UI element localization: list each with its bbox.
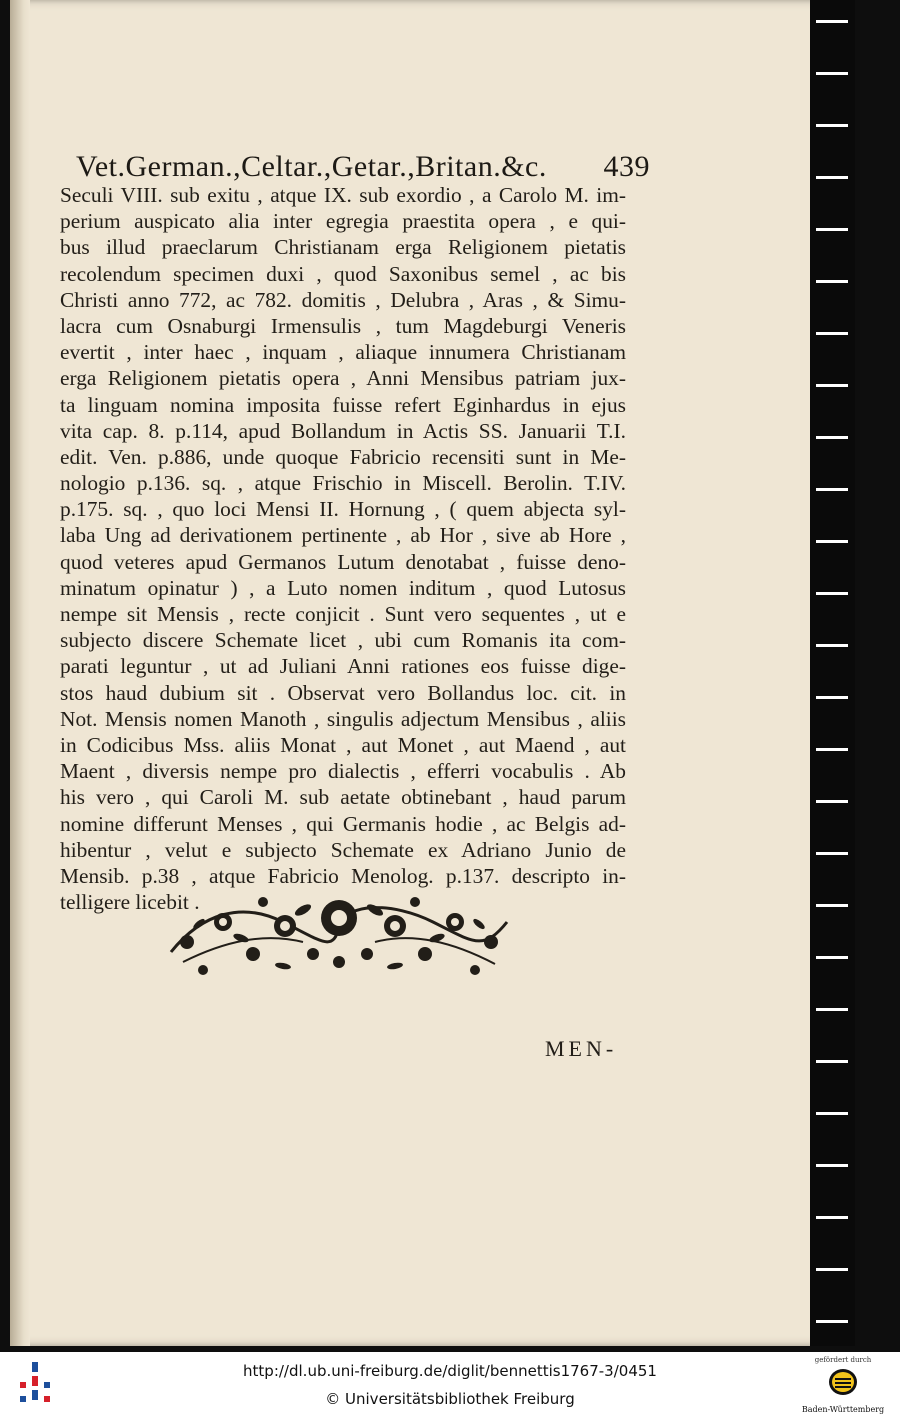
text-line: p.175. sq. , quo loci Mensi II. Hornung , ( quem abjecta syl-: [60, 497, 626, 522]
text-line: evertit , inter haec , inquam , aliaque innumera Christianam: [60, 340, 626, 365]
text-line: Mensib. p.38 , atque Fabricio Menolog. p.137. descripto in-: [60, 863, 626, 888]
text-line: Seculi VIII. sub exitu , atque IX. sub exordio , a Carolo M. im-: [60, 183, 626, 207]
text-line: vita cap. 8. p.114, apud Bollandum in Actis SS. Januarii T.I.: [60, 418, 626, 443]
text-line: nempe sit Mensis , recte conjicit . Sunt vero sequentes , ut e: [60, 602, 626, 626]
ruler-tick: [816, 1060, 848, 1063]
text-line: stos haud dubium sit . Observat vero Bollandus loc. cit. in: [60, 680, 626, 705]
text-line: minatum opinatur ) , a Luto nomen inditum , quod Lutosus: [60, 575, 626, 600]
scan-ruler: [810, 0, 855, 1346]
ruler-tick: [816, 1216, 848, 1219]
text-line: parati leguntur , ut ad Juliani Anni rationes eos fuisse dige-: [60, 654, 626, 679]
text-line: ta linguam nomina imposita fuisse refert Eginhardus in ejus: [60, 392, 626, 417]
baden-wuerttemberg-crest-icon: [828, 1368, 858, 1396]
text-line: nologio p.136. sq. , atque Frischio in Miscell. Berolin. T.IV.: [60, 471, 626, 496]
ruler-tick: [816, 436, 848, 439]
ruler-tick: [816, 644, 848, 647]
body-text: [60, 182, 626, 915]
ruler-tick: [816, 748, 848, 751]
text-line: laba Ung ad derivationem pertinente , ab Hor , sive ab Hore ,: [60, 523, 626, 548]
ruler-tick: [816, 176, 848, 179]
running-head-title: Vet.German.,Celtar.,Getar.,Britan.&c.: [76, 150, 547, 183]
ruler-tick: [816, 852, 848, 855]
page-gutter: [10, 0, 30, 1346]
ruler-tick: [816, 696, 848, 699]
page-number: 439: [603, 150, 650, 183]
text-line: quod veteres apud Germanos Lutum denotabat , fuisse deno-: [60, 549, 626, 574]
floral-tailpiece-ornament: [163, 882, 515, 980]
ruler-tick: [816, 1268, 848, 1271]
copyright-notice: © Universitätsbibliothek Freiburg: [325, 1390, 575, 1408]
ruler-tick: [816, 540, 848, 543]
ruler-tick: [816, 904, 848, 907]
text-line: Not. Mensis nomen Manoth , singulis adjectum Mensibus , aliis: [60, 706, 626, 731]
text-line: lacra cum Osnaburgi Irmensulis , tum Magdeburgi Veneris: [60, 313, 626, 338]
text-line: recolendum specimen duxi , quod Saxonibus semel , ac bis: [60, 261, 626, 286]
ruler-tick: [816, 1112, 848, 1115]
running-head: [76, 150, 650, 184]
text-line: telligere licebit .: [60, 890, 200, 915]
ruler-tick: [816, 72, 848, 75]
text-line: nomine differunt Menses , qui Germanis hodie , ac Belgis ad-: [60, 811, 626, 836]
ruler-tick: [816, 800, 848, 803]
viewer-footer: [0, 1352, 900, 1416]
ruler-tick: [816, 1164, 848, 1167]
catchword: MEN-: [545, 1036, 618, 1061]
ruler-tick: [816, 1320, 848, 1323]
ruler-tick: [816, 280, 848, 283]
text-line: perium auspicato alia inter egregia praestita opera , e qui-: [60, 209, 626, 234]
text-line: edit. Ven. p.886, unde quoque Fabricio recensiti sunt in Me-: [60, 444, 626, 469]
ruler-tick: [816, 228, 848, 231]
ruler-tick: [816, 384, 848, 387]
text-line: bus illud praeclarum Christianam erga Religionem pietatis: [60, 235, 626, 260]
ruler-tick: [816, 124, 848, 127]
ruler-tick: [816, 956, 848, 959]
ruler-tick: [816, 332, 848, 335]
sponsor-name: Baden-Württemberg: [801, 1405, 885, 1414]
text-line: his vero , qui Caroli M. sub aetate obtinebant , haud parum: [60, 785, 626, 810]
sponsor-label: gefördert durch: [814, 1356, 872, 1364]
permalink-url[interactable]: http://dl.ub.uni-freiburg.de/diglit/bennettis1767-3/0451: [243, 1362, 657, 1380]
text-line: hibentur , velut e subjecto Schemate ex Adriano Junio de: [60, 837, 626, 862]
sponsor-block: [798, 1356, 888, 1414]
text-line: Maent , diversis nempe pro dialectis , efferri vocabulis . Ab: [60, 759, 626, 784]
text-line: Christi anno 772, ac 782. domitis , Delubra , Aras , & Simu-: [60, 287, 626, 312]
text-line: subjecto discere Schemate licet , ubi cum Romanis ita com-: [60, 628, 626, 653]
ruler-tick: [816, 20, 848, 23]
text-line: in Codicibus Mss. aliis Monat , aut Monet , aut Maend , aut: [60, 732, 626, 757]
ruler-tick: [816, 1008, 848, 1011]
ruler-tick: [816, 488, 848, 491]
ruler-tick: [816, 592, 848, 595]
text-line: erga Religionem pietatis opera , Anni Mensibus patriam jux-: [60, 366, 626, 391]
